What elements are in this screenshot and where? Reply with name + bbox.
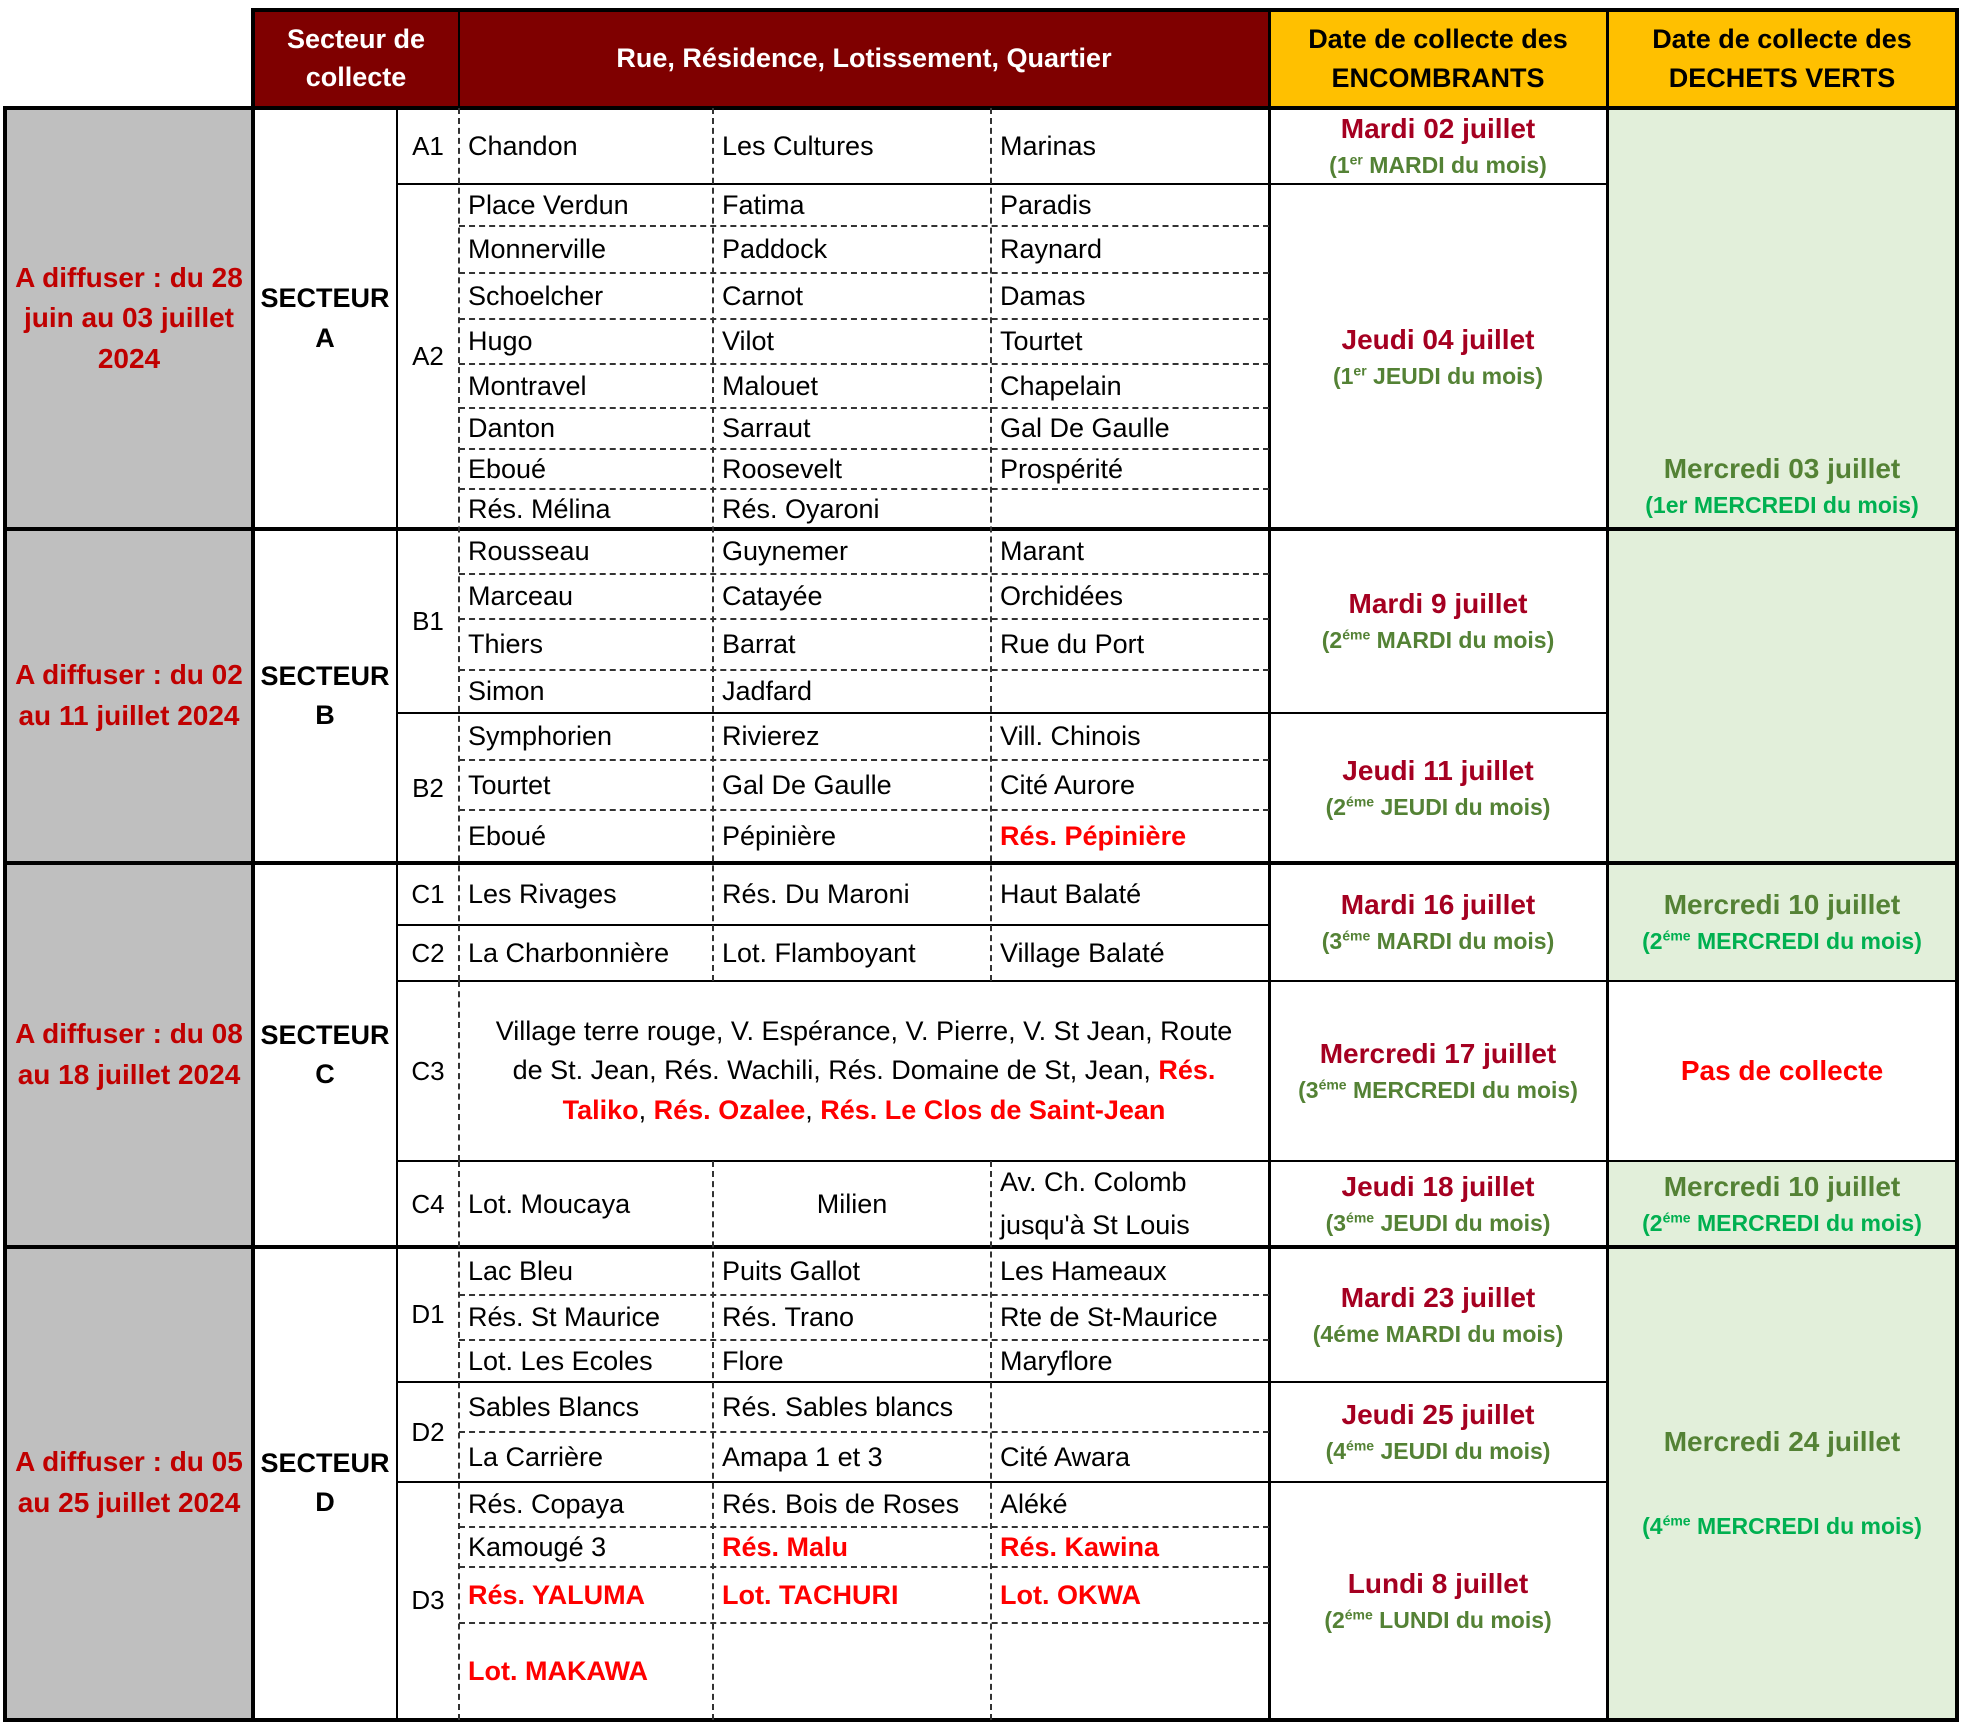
code-c3: C3 (411, 1055, 445, 1086)
street-cell: Fatima (722, 189, 805, 220)
period-a-line3: 2024 (97, 342, 161, 374)
period-a-line1: A diffuser : du 28 (15, 261, 243, 293)
enc-date: Jeudi 11 juillet (1342, 755, 1534, 787)
street-cell: Rés. Trano (722, 1302, 855, 1332)
street-cell: Place Verdun (468, 189, 629, 220)
period-b (5, 529, 253, 863)
street-cell: Rés. Bois de Roses (722, 1489, 960, 1519)
street-cell: Eboué (468, 821, 547, 851)
dashed-row-divider (459, 669, 1269, 671)
enc-date: Jeudi 25 juillet (1341, 1399, 1535, 1431)
street-cell: Les Hameaux (1000, 1255, 1167, 1286)
street-cell: Prospérité (1000, 453, 1124, 484)
border-line (1606, 10, 1609, 1722)
street-cell: jusqu'à St Louis (1000, 1210, 1190, 1240)
street-cell: Rivierez (722, 721, 820, 751)
sector-b-label: SECTEUR (260, 660, 390, 691)
street-cell: Lot. MAKAWA (468, 1655, 648, 1686)
dv-note: ($4^{éme}$ MERCREDI du mois) (1642, 1512, 1922, 1540)
street-cell: Rés. Copaya (468, 1489, 625, 1519)
street-cell: La Charbonnière (468, 937, 670, 968)
street-cell: Lot. OKWA (1000, 1579, 1141, 1610)
dashed-col-divider (712, 1161, 714, 1720)
sector-d (253, 1247, 397, 1719)
dashed-row-divider (459, 573, 1269, 575)
street-cell: Flore (722, 1345, 784, 1376)
encombrants-d3 (1269, 1482, 1607, 1719)
enc-note: ($2^{éme}$ LUNDI du mois) (1324, 1606, 1552, 1633)
street-cell (713, 1623, 991, 1719)
street-cell: Amapa 1 et 3 (722, 1441, 883, 1472)
border-line (5, 1718, 1959, 1722)
street-cell: Rés. YALUMA (468, 1579, 646, 1610)
sector-c (253, 863, 397, 1247)
street-cell: Marinas (1000, 130, 1097, 161)
dashed-row-divider (459, 407, 1269, 409)
street-cell: Lot. Moucaya (468, 1188, 631, 1219)
encombrants-b2 (1269, 713, 1607, 863)
border-line (397, 1160, 1959, 1162)
street-cell: Malouet (722, 370, 819, 401)
border-line (397, 980, 1959, 982)
code-d1: D1 (411, 1299, 445, 1329)
dechets-d (1607, 1247, 1957, 1719)
code-c1: C1 (411, 878, 445, 909)
dashed-row-divider (459, 1622, 1269, 1624)
street-cell: Kamougé 3 (468, 1531, 607, 1562)
street-cell: Pépinière (722, 821, 837, 851)
dv-date: Mercredi 24 juillet (1663, 1426, 1901, 1458)
sector-c-letter: C (315, 1059, 335, 1089)
street-cell (991, 1382, 1269, 1432)
enc-note: ($3^{éme}$ MARDI du mois) (1321, 927, 1555, 955)
encombrants-c3 (1269, 981, 1607, 1161)
dashed-col-divider (458, 1161, 460, 1720)
border-line (396, 108, 398, 1722)
dashed-col-divider (712, 108, 714, 981)
street-cell: Rés. Pépinière (1000, 821, 1187, 851)
enc-note: ($2^{éme}$ JEUDI du mois) (1325, 793, 1551, 821)
c3-res-clos-saint-jean: Rés. Le Clos de Saint-Jean (820, 1094, 1166, 1125)
border-line (458, 10, 460, 108)
c3-res-taliko: Rés. Taliko (562, 1055, 1216, 1125)
period-d-line1: A diffuser : du 05 (15, 1446, 243, 1478)
street-cell: Gal De Gaulle (1000, 413, 1170, 443)
encombrants-c1-c2 (1269, 863, 1607, 981)
enc-date: Mardi 16 juillet (1340, 889, 1536, 921)
street-cell: Sarraut (722, 413, 811, 443)
sector-a-label: SECTEUR (260, 283, 390, 314)
street-cell: Simon (468, 676, 545, 706)
border-line (3, 106, 7, 1722)
enc-date: Mardi 23 juillet (1340, 1281, 1536, 1313)
street-cell: Rés. Du Maroni (722, 878, 910, 909)
sector-b-letter: B (315, 700, 335, 730)
street-cell: Lot. TACHURI (722, 1579, 899, 1610)
street-cell: Maryflore (1000, 1345, 1113, 1376)
period-a-line2: juin au 03 juillet (23, 302, 235, 334)
period-c-line1: A diffuser : du 08 (15, 1018, 243, 1050)
dv-date: Mercredi 10 juillet (1663, 1171, 1901, 1203)
street-cell: Tourtet (1000, 326, 1083, 356)
dv-date: Mercredi 10 juillet (1663, 889, 1901, 921)
dashed-row-divider (459, 1339, 1269, 1341)
enc-note: (1er MARDI du mois) (1329, 151, 1547, 179)
dashed-col-divider (990, 108, 992, 981)
street-cell: Damas (1000, 280, 1086, 311)
street-cell: Rés. Sables blancs (722, 1391, 954, 1422)
enc-note: ($4^{éme}$ JEUDI du mois) (1325, 1437, 1551, 1465)
period-b-line2: au 11 juillet 2024 (18, 700, 240, 731)
street-cell: Les Rivages (468, 878, 617, 909)
header-dechets-verts (1607, 10, 1957, 108)
sector-d-letter: D (315, 1487, 335, 1517)
c3-res-ozalee: Rés. Ozalee (653, 1094, 806, 1125)
street-cell: Tourtet (468, 769, 551, 800)
street-cell: Rés. Oyaroni (722, 493, 880, 524)
period-a (5, 108, 253, 529)
street-cell: Rte de St-Maurice (1000, 1302, 1218, 1332)
border-line (5, 861, 1959, 865)
street-cell: Marant (1000, 536, 1085, 566)
code-b2: B2 (412, 772, 444, 803)
dashed-row-divider (459, 448, 1269, 450)
street-cell: La Carrière (468, 1441, 604, 1472)
street-cell: Rés. Mélina (468, 493, 611, 524)
street-cell: Rés. Kawina (1000, 1531, 1160, 1562)
enc-date: Jeudi 04 juillet (1341, 323, 1535, 355)
header-rue-label: Rue, Résidence, Lotissement, Quartier (616, 43, 1112, 74)
street-cell: Eboué (468, 453, 547, 484)
dashed-col-divider (990, 1161, 992, 1720)
sector-a (253, 108, 397, 529)
border-line (397, 1481, 1607, 1483)
border-line (1955, 10, 1959, 1722)
street-cell: Monnerville (468, 234, 607, 264)
sector-b (253, 529, 397, 863)
sector-c-label: SECTEUR (260, 1019, 390, 1050)
c3-sep-1: , (638, 1094, 654, 1125)
dv-note: (1er MERCREDI du mois) (1645, 491, 1919, 518)
street-cell: Orchidées (1000, 581, 1124, 611)
street-cell: Cité Awara (1000, 1441, 1131, 1472)
dashed-row-divider (459, 318, 1269, 320)
border-line (251, 10, 255, 1722)
dashed-row-divider (459, 1294, 1269, 1296)
header-secteur-line2: collecte (305, 62, 407, 92)
c3-address-list: Village terre rouge, V. Espérance, V. Pierre, V. St Jean, Route de St. Jean, Rés. Wachili, Rés. Domaine de St, Jean, (495, 1016, 1233, 1086)
code-c2: C2 (411, 937, 445, 968)
header-encombrants-line2: ENCOMBRANTS (1331, 63, 1545, 93)
code-a1: A1 (412, 130, 444, 161)
sector-d-label: SECTEUR (260, 1447, 390, 1478)
street-cell: Hugo (468, 326, 533, 356)
street-cell: Lac Bleu (468, 1255, 574, 1286)
border-line (251, 8, 1959, 12)
street-cell: Milien (816, 1188, 888, 1219)
street-cell: Village Balaté (1000, 937, 1165, 968)
sector-a-letter: A (315, 322, 335, 353)
dashed-row-divider (459, 809, 1269, 811)
dechets-c3 (1607, 981, 1957, 1161)
street-cell: Guynemer (722, 536, 849, 566)
dashed-row-divider (459, 759, 1269, 761)
header-encombrants (1269, 10, 1607, 108)
street-cell: Montravel (468, 370, 587, 401)
street-cell: Paradis (1000, 189, 1092, 220)
encombrants-b1 (1269, 529, 1607, 713)
period-d (5, 1247, 253, 1719)
street-cell: Thiers (468, 629, 544, 659)
enc-note: ($2^{éme}$ MARDI du mois) (1321, 626, 1555, 654)
period-b-line1: A diffuser : du 02 (15, 659, 243, 691)
dashed-row-divider (459, 1526, 1269, 1528)
enc-date: Mardi 9 juillet (1348, 588, 1528, 620)
border-line (5, 527, 1959, 531)
dv-note: ($2^{éme}$ MERCREDI du mois) (1642, 1209, 1922, 1237)
street-cell: Rés. Malu (722, 1531, 849, 1562)
street-cell: Raynard (1000, 234, 1103, 264)
encombrants-d2 (1269, 1382, 1607, 1482)
dashed-row-divider (459, 272, 1269, 274)
street-cell: Av. Ch. Colomb (1000, 1167, 1187, 1197)
code-d3: D3 (411, 1585, 445, 1615)
street-cell: Haut Balaté (1000, 878, 1142, 909)
header-dechets-line1: Date de collecte des (1652, 23, 1912, 54)
border-line (5, 1245, 1959, 1249)
encombrants-a2 (1269, 184, 1607, 529)
code-c4: C4 (411, 1188, 445, 1219)
code-d2: D2 (411, 1416, 445, 1447)
street-cell (991, 1623, 1269, 1719)
street-cell: Barrat (722, 629, 796, 659)
border-line (397, 712, 1607, 714)
street-cell: Gal De Gaulle (722, 769, 892, 800)
enc-note: (4éme MARDI du mois) (1312, 1320, 1564, 1347)
encombrants-a1 (1269, 108, 1607, 184)
period-c (5, 863, 253, 1247)
dashed-row-divider (459, 1431, 1269, 1433)
street-cell: Lot. Les Ecoles (468, 1345, 653, 1376)
street-cell: Vilot (722, 326, 775, 356)
street-cell: Rue du Port (1000, 629, 1145, 659)
street-cell: Roosevelt (722, 453, 843, 484)
street-cell: Sables Blancs (468, 1391, 640, 1422)
header-secteur-line1: Secteur de (286, 24, 426, 55)
street-cell: Cité Aurore (1000, 769, 1136, 800)
street-cell: Lot. Flamboyant (722, 937, 916, 968)
street-cell: Carnot (722, 280, 804, 311)
dashed-row-divider (459, 363, 1269, 365)
dashed-col-divider (458, 981, 460, 1161)
street-cell (991, 670, 1269, 713)
street-cell: Chapelain (1000, 370, 1122, 401)
street-cell: Aléké (1000, 1489, 1068, 1519)
street-cell: Puits Gallot (722, 1255, 861, 1286)
enc-date: Lundi 8 juillet (1347, 1567, 1529, 1599)
street-cell: Chandon (468, 130, 578, 161)
enc-date: Mercredi 17 juillet (1319, 1038, 1557, 1070)
border-line (397, 924, 1269, 926)
dechets-c4 (1607, 1161, 1957, 1247)
header-secteur (253, 10, 459, 108)
border-line (397, 183, 1607, 185)
street-cell: Jadfard (722, 676, 813, 706)
dashed-row-divider (459, 225, 1269, 227)
street-cell: Vill. Chinois (1000, 721, 1141, 751)
encombrants-c4 (1269, 1161, 1607, 1247)
code-b1: B1 (412, 605, 444, 636)
c3-addresses (459, 981, 1269, 1161)
dashed-row-divider (459, 488, 1269, 490)
enc-date: Jeudi 18 juillet (1341, 1171, 1535, 1203)
dv-no-collection: Pas de collecte (1680, 1055, 1884, 1087)
street-cell: Danton (468, 413, 556, 443)
street-cell: Rousseau (468, 536, 590, 566)
street-cell: Paddock (722, 234, 828, 264)
dashed-row-divider (459, 1566, 1269, 1568)
border-line (397, 1381, 1607, 1383)
border-line (1268, 10, 1271, 1722)
enc-note: ($3^{éme}$ JEUDI du mois) (1325, 1209, 1551, 1237)
period-d-line2: au 25 juillet 2024 (17, 1487, 241, 1518)
street-cell: Schoelcher (468, 280, 604, 311)
code-a2: A2 (412, 341, 444, 371)
dashed-row-divider (459, 618, 1269, 620)
dechets-a-b (1607, 108, 1957, 863)
header-dechets-line2: DECHETS VERTS (1668, 63, 1896, 93)
street-cell: Symphorien (468, 721, 613, 751)
enc-date: Mardi 02 juillet (1340, 113, 1536, 145)
street-cell: Rés. St Maurice (468, 1302, 661, 1332)
street-cell: Catayée (722, 581, 823, 611)
street-cell (991, 489, 1269, 529)
dashed-col-divider (458, 108, 460, 981)
street-cell: Marceau (468, 581, 574, 611)
street-cell: Les Cultures (722, 130, 874, 161)
header-rue (459, 10, 1269, 108)
dechets-c1-c2 (1607, 863, 1957, 981)
dv-date: Mercredi 03 juillet (1663, 452, 1901, 484)
enc-note: ($3^{éme}$ MERCREDI du mois) (1298, 1076, 1578, 1104)
border-line (5, 106, 1959, 110)
dv-note: ($2^{éme}$ MERCREDI du mois) (1642, 927, 1922, 955)
period-c-line2: au 18 juillet 2024 (17, 1059, 241, 1090)
c3-sep-2: , (805, 1094, 821, 1125)
encombrants-d1 (1269, 1247, 1607, 1382)
enc-note: (1er JEUDI du mois) (1332, 362, 1544, 389)
header-encombrants-line1: Date de collecte des (1308, 23, 1568, 54)
